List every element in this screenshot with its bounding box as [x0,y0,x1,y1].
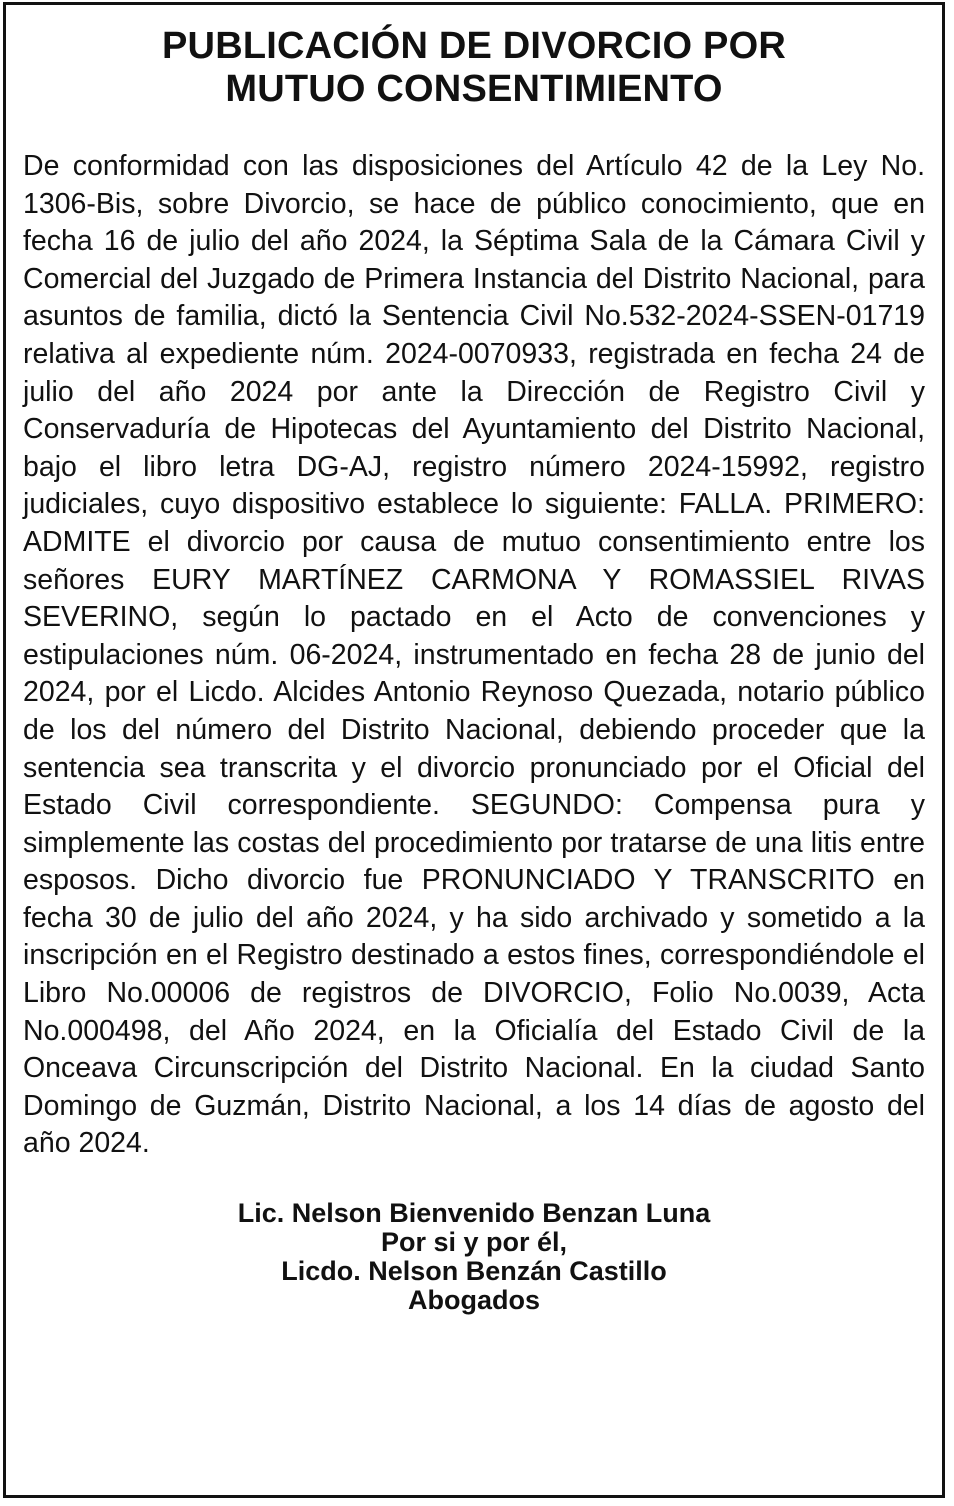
signature-line-2: Por si y por él, [380,1227,568,1258]
notice-title-line-2: MUTUO CONSENTIMIENTO [225,68,723,110]
notice-title-line-1: PUBLICACIÓN DE DIVORCIO POR [162,25,786,67]
signature-block [6,1199,942,1315]
signature-line-4: Abogados [408,1285,540,1316]
notice-title [6,25,942,111]
legal-notice [3,2,945,1498]
signature-line-3: Licdo. Nelson Benzán Castillo [281,1256,667,1287]
signature-line-1: Lic. Nelson Bienvenido Benzan Luna [237,1198,711,1229]
notice-body: De conformidad con las disposiciones del Artículo 42 de la Ley No. 1306-Bis, sobre Divorcio, se hace de público conocimiento, que en fecha 16 de julio del año 2024, la Séptima Sala de la Cámara Civil y Comercial del Juzgado de Primera Instancia del Distrito Nacional, para asuntos de familia, dictó la Sentencia Civil No.532-2024-SSEN-01719 relativa al expediente núm. 2024-0070933, registrada en fecha 24 de julio del año 2024 por ante la Dirección de Registro Civil y Conservaduría de Hipotecas del Ayuntamiento del Distrito Nacional, bajo el libro letra DG-AJ, registro número 2024-15992, registro judiciales, cuyo dispositivo establece lo siguiente: FALLA. PRIMERO: ADMITE el divorcio por causa de mutuo consentimiento entre los señores EURY MARTÍNEZ CARMONA Y ROMASSIEL RIVAS SEVERINO, según lo pactado en el Acto de convenciones y estipulaciones núm. 06-2024, instrumentado en fecha 28 de junio del 2024, por el Licdo. Alcides Antonio Reynoso Quezada, notario público de los del número del Distrito Nacional, debiendo proceder que la sentencia sea transcrita y el divorcio pronunciado por el Oficial del Estado Civil correspondiente. SEGUNDO: Compensa pura y simplemente las costas del procedimiento por tratarse de una litis entre esposos. Dicho divorcio fue PRONUNCIADO Y TRANSCRITO en fecha 30 de julio del año 2024, y ha sido archivado y sometido a la inscripción en el Registro destinado a estos fines, correspondiéndole el Libro No.00006 de registros de DIVORCIO, Folio No.0039, Acta No.000498, del Año 2024, en la Oficialía del Estado Civil de la Onceava Circunscripción del Distrito Nacional. En la ciudad Santo Domingo de Guzmán, Distrito Nacional, a los 14 días de agosto del año 2024. [23,150,925,1160]
